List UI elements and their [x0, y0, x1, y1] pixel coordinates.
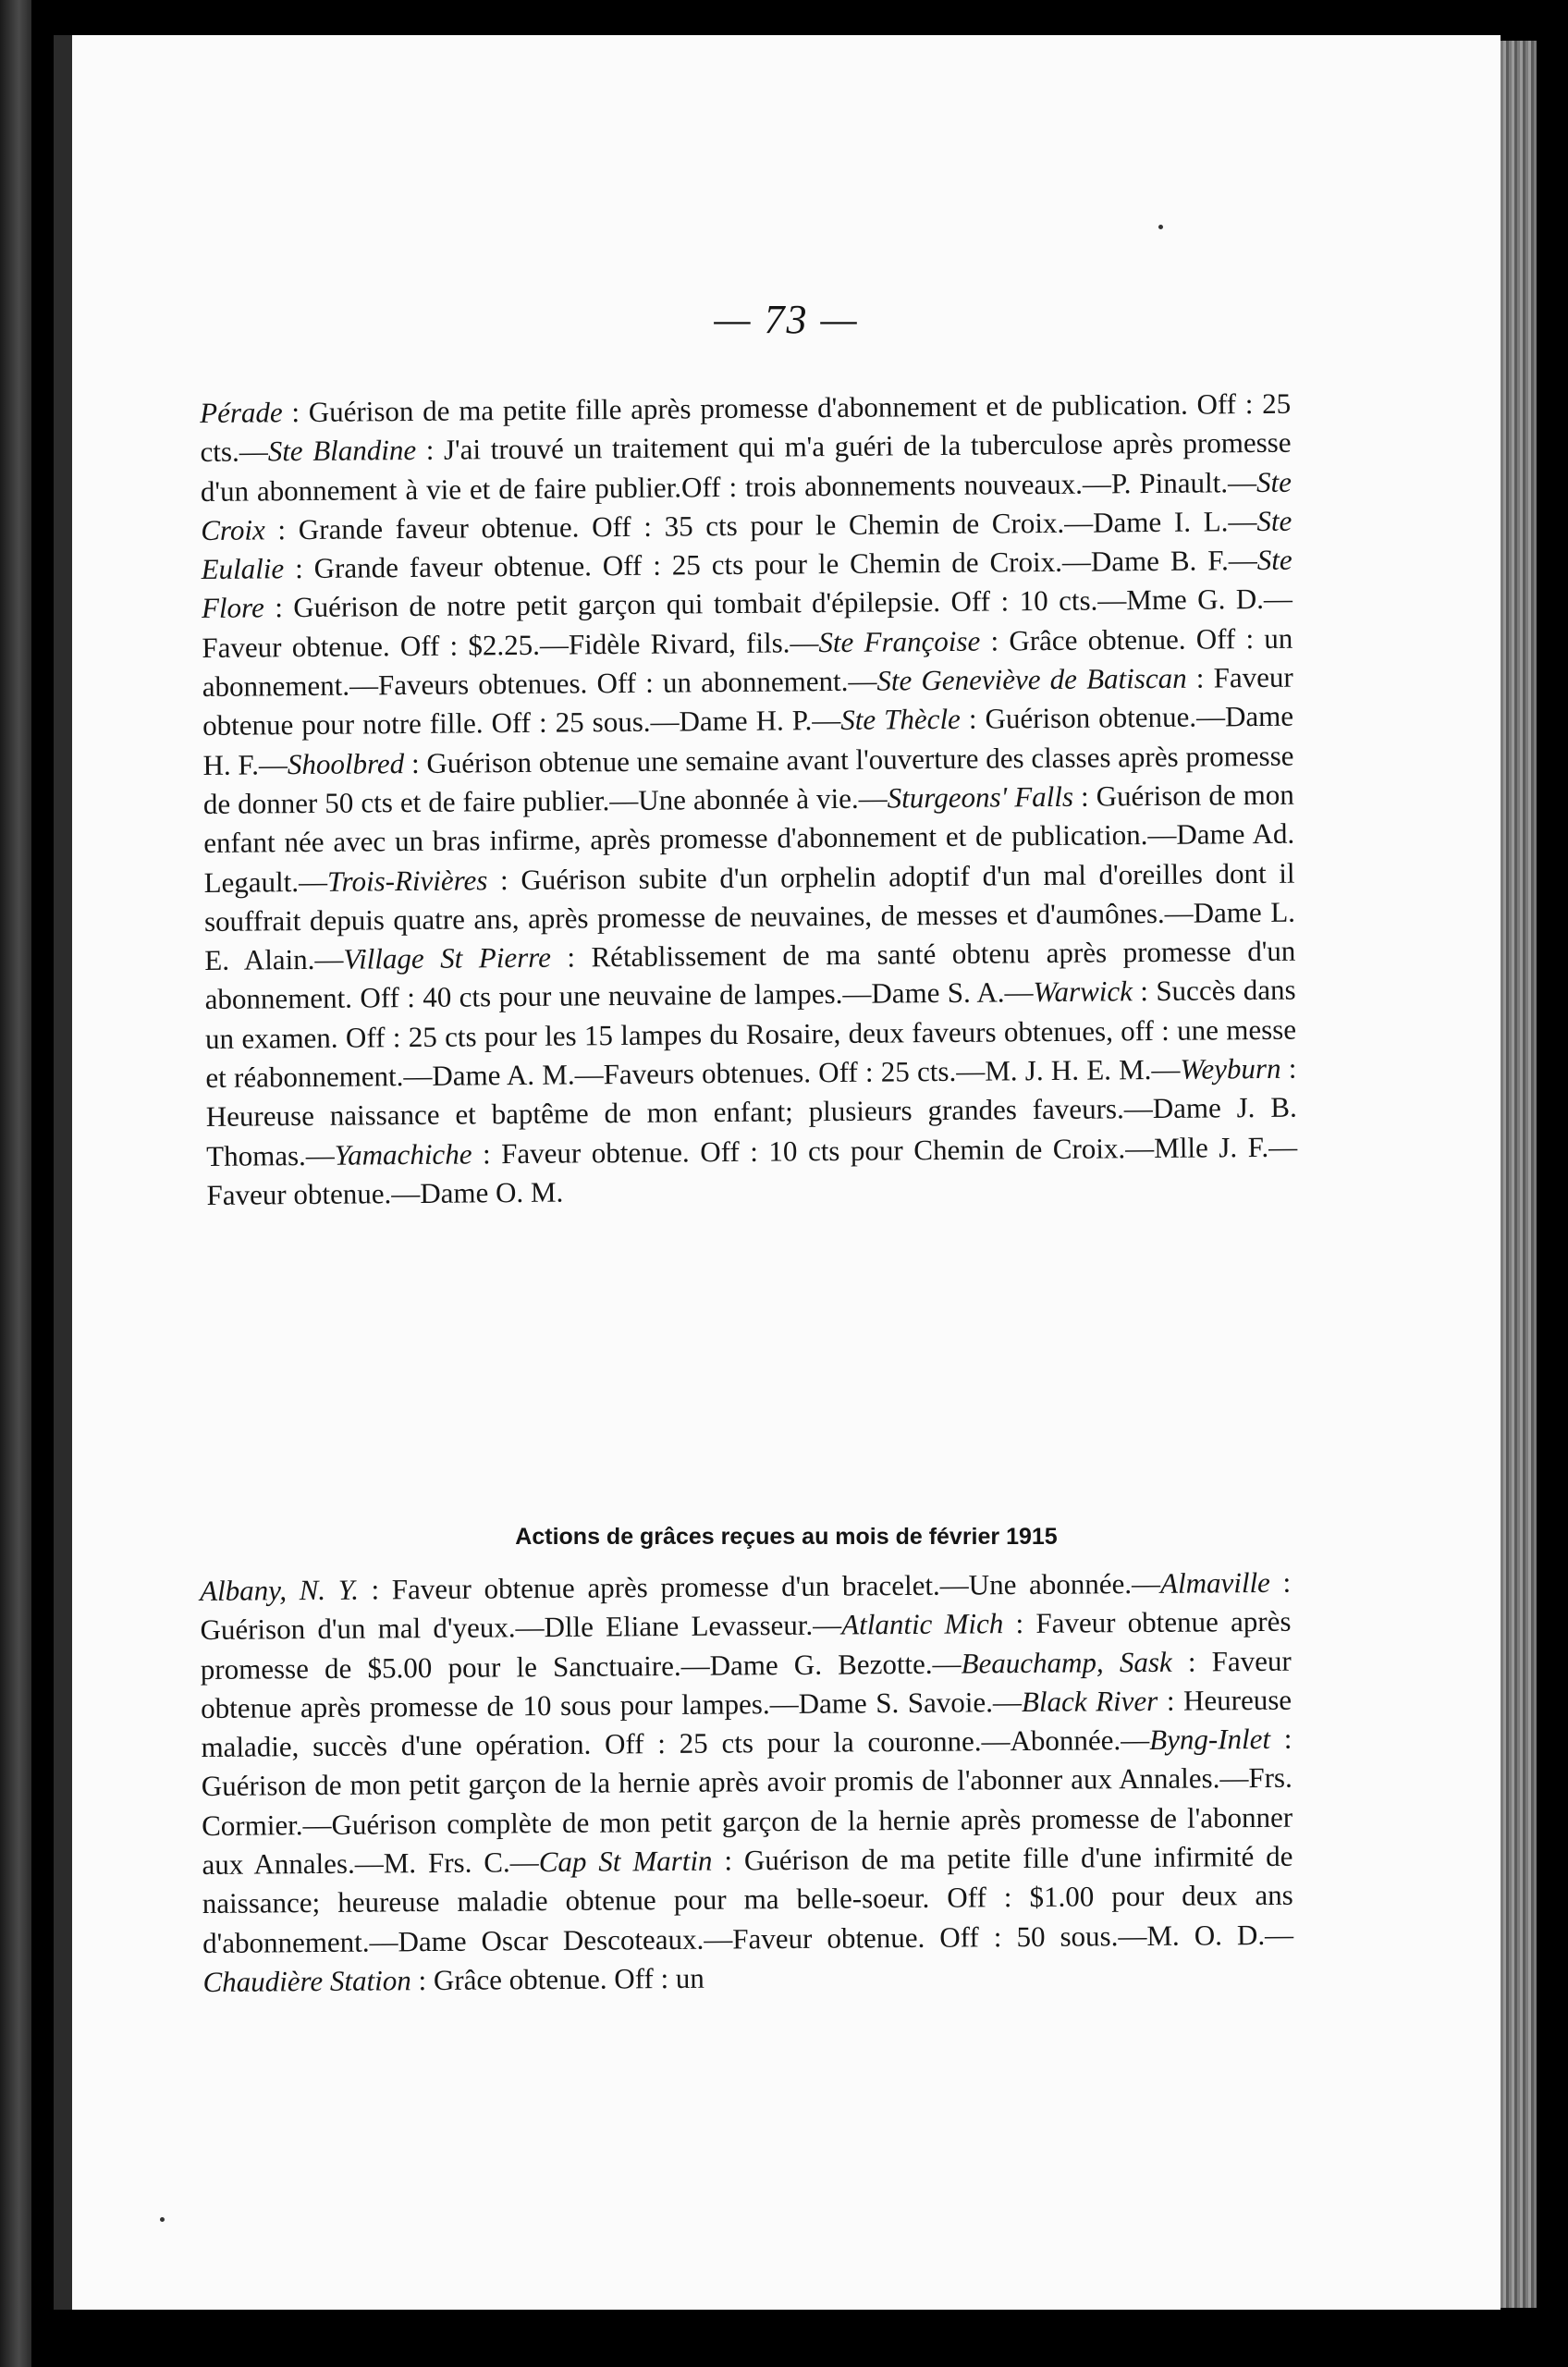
- entry-place-name: Ste Croix: [201, 465, 1292, 546]
- entry-text: : Faveur obtenue après promesse d'un bracelet.—Une abonnée.—: [358, 1566, 1161, 1606]
- entry-text: : Guérison obtenue une semaine avant l'ouverture des classes après promesse de donner 50 cts et de faire publier.—Une abonnée à vie.—: [202, 739, 1294, 820]
- entry-text: : Faveur obtenue. Off : 10 cts pour Chemin de Croix.—Mlle J. F.—Faveur obtenue.—Dame O. M.: [206, 1130, 1298, 1211]
- entry-text: : Grande faveur obtenue. Off : 25 cts pour le Chemin de Croix.—Dame B. F.—: [284, 544, 1257, 585]
- entry-text: : Grâce obtenue. Off : un: [410, 1961, 704, 1997]
- section-february-text: [200, 1564, 1294, 2003]
- entry-text: : Grâce obtenue. Off : un abonnement.—Faveurs obtenues. Off : un abonnement.—: [202, 621, 1293, 704]
- section-heading: Actions de grâces reçues au mois de février 1915: [515, 1524, 1058, 1550]
- entry-place-name: Ste Geneviève de Batiscan: [876, 661, 1187, 697]
- entry-text: : Guérison de notre petit garçon qui tombait d'épilepsie. Off : 10 cts.—Mme G. D.—Faveur obtenue. Off : $2.25.—Fidèle Rivard, fils.—: [202, 583, 1293, 664]
- entry-place-name: Ste Eulalie: [201, 504, 1292, 586]
- entry-text: : Guérison de ma petite fille d'une infirmité de naissance; heureuse maladie obtenue pour ma belle-soeur. Off : $1.00 pour deux ans d'abonnement.—Dame Oscar Descoteaux.—Faveur obtenue. Off : 50 sous.—M. O. D.—: [202, 1839, 1294, 1959]
- entry-place-name: Village St Pierre: [343, 940, 552, 975]
- entry-place-name: Ste Blandine: [267, 434, 417, 468]
- entry-text: : Heureuse naissance et baptême de mon enfant; plusieurs grandes faveurs.—Dame J. B. Thomas.—: [205, 1051, 1297, 1172]
- dust-speck: [1158, 225, 1163, 229]
- entry-text: : Guérison obtenue.—Dame H. F.—: [202, 700, 1294, 781]
- entry-text: : Guérison de mon enfant née avec un bras infirme, après promesse d'abonnement et de publication.—Dame Ad. Legault.—: [203, 778, 1295, 899]
- entry-text: : Heureuse maladie, succès d'une opération. Off : 25 cts pour la couronne.—Abonnée.—: [201, 1683, 1292, 1764]
- section-continued-text: [200, 385, 1298, 1215]
- entry-place-name: Yamachiche: [334, 1137, 472, 1171]
- entry-text: : Succès dans un examen. Off : 25 cts pour les 15 lampes du Rosaire, deux faveurs obtenues, off : une messe et réabonnement.—Dame A. M.—Faveurs obtenues. Off : 25 cts.—M. J. H. E. M.—: [204, 974, 1297, 1095]
- entry-place-name: Black River: [1021, 1684, 1158, 1718]
- entry-text: : Faveur obtenue pour notre fille. Off : 25 sous.—Dame H. P.—: [202, 660, 1293, 742]
- entry-place-name: Albany, N. Y.: [200, 1573, 360, 1607]
- entry-text: : Guérison d'un mal d'yeux.—Dlle Eliane Levasseur.—: [200, 1565, 1292, 1647]
- book-page: [54, 35, 1501, 2310]
- entry-text: : J'ai trouvé un traitement qui m'a guéri de la tuberculose après promesse d'un abonnement à vie et de faire publier.Off : trois abonnements nouveaux.—P. Pinault.—: [200, 425, 1292, 508]
- entry-place-name: Ste Flore: [201, 543, 1292, 625]
- entry-place-name: Almaville: [1159, 1565, 1270, 1600]
- entry-place-name: Cap St Martin: [538, 1844, 713, 1879]
- entry-place-name: Beauchamp, Sask: [961, 1645, 1172, 1680]
- entry-place-name: Ste Françoise: [818, 624, 981, 658]
- dust-speck: [160, 2217, 165, 2222]
- page-number: — 73 —: [714, 297, 859, 342]
- entry-place-name: Weyburn: [1180, 1051, 1281, 1085]
- entry-text: : Faveur obtenue après promesse de $5.00 pour le Sanctuaire.—Dame G. Bezotte.—: [200, 1605, 1292, 1686]
- entry-text: : Rétablissement de ma santé obtenu après promesse d'un abonnement. Off : 40 cts pour une neuvaine de lampes.—Dame S. A.—: [204, 934, 1296, 1016]
- entry-place-name: Byng-Inlet: [1149, 1723, 1271, 1757]
- entry-place-name: Pérade: [200, 396, 283, 429]
- entry-place-name: Atlantic Mich: [841, 1607, 1004, 1641]
- entry-text: : Guérison de ma petite fille après promesse d'abonnement et de publication. Off : 25 cts.—: [200, 386, 1292, 469]
- facing-page-edge: [0, 0, 31, 2367]
- entry-place-name: Ste Thècle: [840, 703, 962, 737]
- entry-place-name: Chaudière Station: [202, 1964, 411, 1998]
- entry-text: : Guérison de mon petit garçon de la hernie après avoir promis de l'abonner aux Annales.—Frs. Cormier.—Guérison complète de mon petit garçon de la hernie après promesse de l'abonner aux Annales.—M. Frs. C.—: [201, 1722, 1293, 1882]
- entry-text: : Faveur obtenue après promesse de 10 sous pour lampes.—Dame S. Savoie.—: [201, 1644, 1292, 1724]
- entry-place-name: Sturgeons' Falls: [887, 779, 1074, 815]
- entry-text: : Guérison subite d'un orphelin adoptif d'un mal d'oreilles dont il souffrait depuis quatre ans, après promesse de neuvaines, de messes et d'aumônes.—Dame L. E. Alain.—: [203, 856, 1296, 977]
- entry-place-name: Shoolbred: [287, 746, 405, 780]
- entry-place-name: Warwick: [1033, 975, 1133, 1009]
- entry-text: : Grande faveur obtenue. Off : 35 cts pour le Chemin de Croix.—Dame I. L.—: [264, 504, 1257, 546]
- entry-place-name: Trois-Rivières: [326, 863, 488, 898]
